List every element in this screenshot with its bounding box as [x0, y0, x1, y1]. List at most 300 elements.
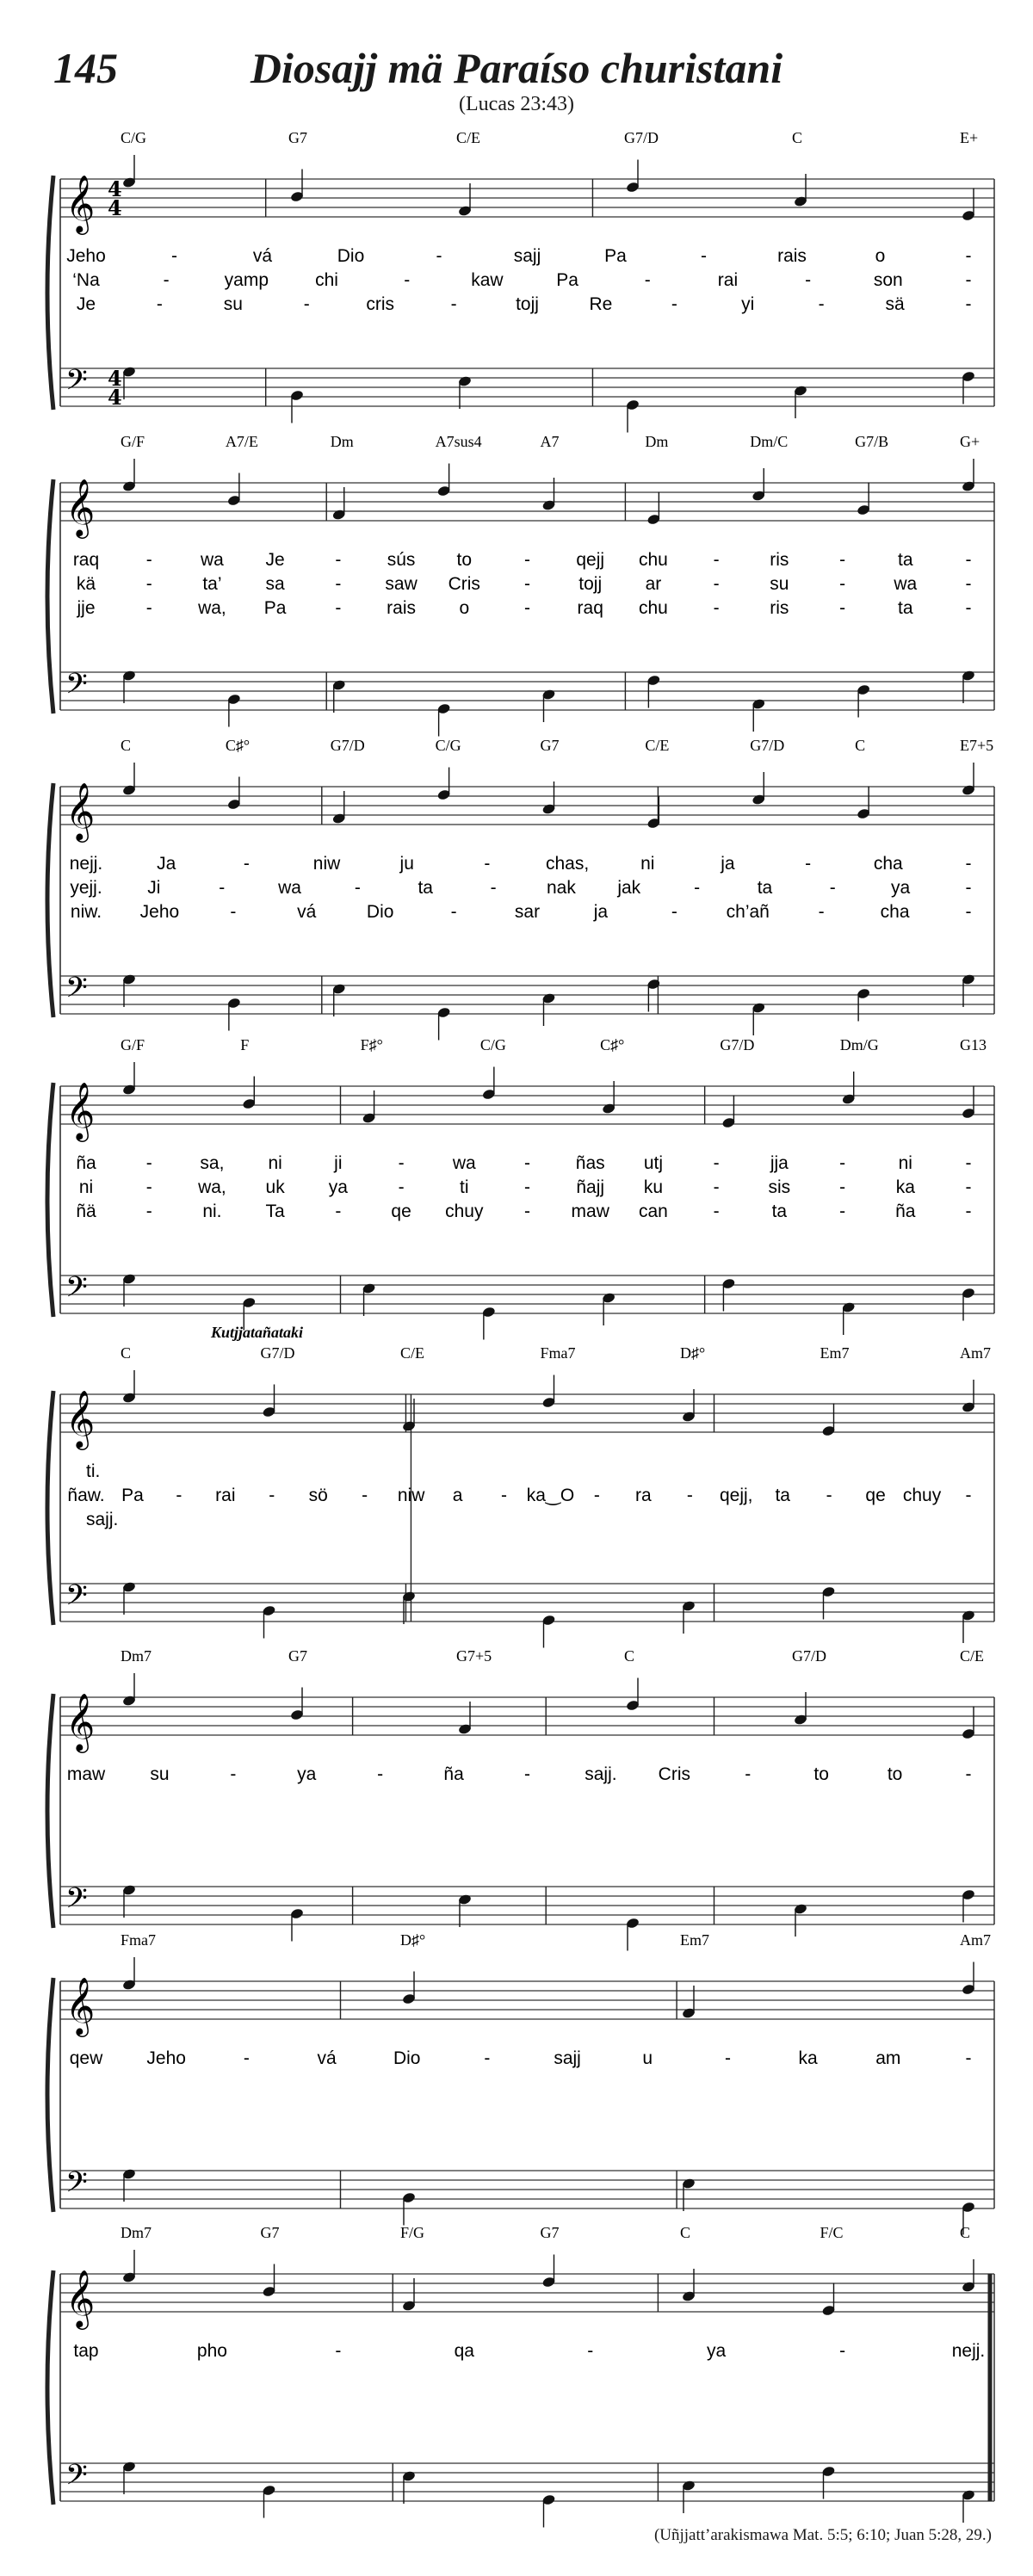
lyric-hyphen: - — [839, 2341, 846, 2361]
lyric-hyphen: - — [484, 854, 491, 874]
lyric-hyphen: - — [501, 1486, 508, 1505]
chord-symbol: C♯° — [225, 737, 251, 754]
lyric-syllable: wa — [200, 550, 224, 570]
lyric-syllable: maw — [571, 1202, 609, 1221]
treble-clef-icon: 𝄞 — [65, 781, 96, 840]
chord-symbol: D♯° — [400, 1931, 426, 1949]
lyric-syllable: niw. — [70, 902, 102, 922]
chord-symbol: C — [960, 2224, 971, 2241]
lyric-hyphen: - — [145, 1177, 152, 1197]
lyric-hyphen: - — [839, 598, 846, 618]
lyric-syllable: su — [770, 574, 789, 594]
lyric-syllable: Pa — [263, 598, 287, 618]
lyric-syllable: sús — [387, 550, 416, 570]
lyric-syllable: qe — [391, 1202, 411, 1221]
lyric-syllable: chu — [638, 598, 668, 618]
lyric-syllable: ya — [297, 1764, 317, 1784]
lyric-syllable: saw — [385, 574, 418, 594]
chord-symbol: C — [121, 737, 132, 754]
chord-symbol: D♯° — [680, 1344, 706, 1362]
chord-symbol: Dm/G — [839, 1036, 879, 1053]
lyric-syllable: to — [887, 1764, 903, 1784]
lyric-syllable: kä — [76, 574, 96, 594]
chord-symbol: G7/B — [855, 433, 889, 450]
lyric-syllable: chuy — [445, 1202, 484, 1221]
lyric-syllable: sajj — [554, 2048, 581, 2068]
chord-symbol: A7 — [540, 433, 560, 450]
lyric-syllable: ni — [268, 1153, 282, 1173]
lyric-syllable: su — [223, 294, 243, 314]
lyric-syllable: sajj. — [585, 1764, 617, 1784]
lyric-hyphen: - — [839, 574, 846, 594]
chord-symbol: G7/D — [792, 1647, 826, 1665]
lyric-hyphen: - — [713, 550, 720, 570]
lyric-hyphen: - — [713, 574, 720, 594]
lyric-syllable: ta — [771, 1202, 788, 1221]
lyric-hyphen: - — [965, 574, 972, 594]
lyric-hyphen: - — [826, 1486, 832, 1505]
lyric-syllable: ya — [328, 1177, 348, 1197]
lyric-syllable: cha — [873, 854, 903, 874]
lyric-hyphen: - — [171, 246, 177, 266]
lyric-hyphen: - — [671, 902, 677, 922]
lyric-hyphen: - — [450, 902, 457, 922]
lyric-syllable: sajj. — [86, 1510, 119, 1529]
lyric-syllable: uk — [265, 1177, 285, 1197]
lyric-hyphen: - — [965, 1202, 972, 1221]
lyric-hyphen: - — [839, 550, 846, 570]
chord-symbol: G7/D — [624, 129, 659, 146]
chord-symbol: G7 — [288, 1647, 307, 1665]
lyric-hyphen: - — [839, 1177, 846, 1197]
lyric-syllable: Pa — [604, 246, 627, 266]
lyric-hyphen: - — [524, 574, 530, 594]
chord-symbol: Dm — [645, 433, 669, 450]
lyric-syllable: qejj, — [719, 1486, 753, 1505]
lyric-syllable: ñaw. — [67, 1486, 105, 1505]
bass-clef-icon: 𝄢 — [65, 1579, 88, 1619]
lyric-syllable: o — [875, 246, 886, 266]
hymn-number: 145 — [53, 44, 118, 92]
lyric-hyphen: - — [713, 1153, 720, 1173]
treble-clef-icon: 𝄞 — [65, 1692, 96, 1751]
time-signature: 4 — [108, 176, 122, 201]
lyric-syllable: chuy — [902, 1486, 942, 1505]
chord-symbol: G7 — [288, 129, 307, 146]
lyric-hyphen: - — [965, 1153, 972, 1173]
time-signature: 4 — [108, 195, 122, 220]
lyric-hyphen: - — [230, 1764, 237, 1784]
chord-symbol: C/G — [435, 737, 461, 754]
lyric-hyphen: - — [335, 1202, 342, 1221]
lyric-syllable: ya — [891, 878, 911, 898]
lyric-hyphen: - — [145, 1202, 152, 1221]
lyric-hyphen: - — [671, 294, 677, 314]
music-system — [47, 1324, 994, 1648]
chord-symbol: Am7 — [960, 1931, 991, 1949]
lyric-syllable: raq — [72, 550, 100, 570]
chord-symbol: G7 — [260, 2224, 280, 2241]
system-brace — [47, 1083, 53, 1317]
lyric-hyphen: - — [965, 1177, 972, 1197]
chord-symbol: G7+5 — [456, 1647, 492, 1665]
treble-clef-icon: 𝄞 — [65, 478, 96, 536]
lyric-syllable: yejj. — [70, 878, 102, 898]
lyric-syllable: pho — [196, 2341, 227, 2361]
lyric-hyphen: - — [829, 878, 836, 898]
lyric-syllable: Dio — [366, 902, 394, 922]
chord-symbol: G7/D — [750, 737, 785, 754]
lyric-hyphen: - — [398, 1153, 405, 1173]
music-system — [47, 129, 994, 433]
lyric-hyphen: - — [805, 854, 812, 874]
lyric-hyphen: - — [593, 1486, 600, 1505]
bass-clef-icon: 𝄢 — [65, 1882, 88, 1922]
chord-symbol: C/G — [479, 1036, 506, 1053]
lyric-syllable: ta’ — [202, 574, 222, 594]
lyric-syllable: niw — [397, 1486, 425, 1505]
lyric-syllable: ña — [443, 1764, 464, 1784]
lyric-hyphen: - — [145, 1153, 152, 1173]
lyric-hyphen: - — [644, 270, 651, 290]
lyric-syllable: Cris — [658, 1764, 690, 1784]
lyric-hyphen: - — [965, 2048, 972, 2068]
lyric-syllable: a — [452, 1486, 463, 1505]
lyric-syllable: cha — [880, 902, 910, 922]
lyric-hyphen: - — [219, 878, 226, 898]
bass-clef-icon: 𝄢 — [65, 2166, 88, 2206]
lyric-syllable: Jeho — [66, 246, 106, 266]
chord-symbol: G7 — [540, 2224, 560, 2241]
bass-clef-icon: 𝄢 — [65, 668, 88, 707]
lyric-syllable: nak — [546, 878, 576, 898]
lyric-hyphen: - — [243, 2048, 250, 2068]
lyric-syllable: sar — [514, 902, 541, 922]
treble-clef-icon: 𝄞 — [65, 174, 96, 232]
lyric-syllable: vá — [297, 902, 317, 922]
lyric-syllable: sä — [885, 294, 905, 314]
lyric-syllable: Pa — [121, 1486, 144, 1505]
lyric-hyphen: - — [965, 1764, 972, 1784]
lyric-hyphen: - — [436, 246, 442, 266]
lyric-syllable: Ta — [265, 1202, 285, 1221]
chord-symbol: F♯° — [360, 1036, 383, 1053]
lyric-hyphen: - — [484, 2048, 491, 2068]
chord-symbol: G+ — [960, 433, 980, 450]
lyric-hyphen: - — [965, 550, 972, 570]
lyric-syllable: Cris — [448, 574, 480, 594]
chord-symbol: C/E — [960, 1647, 985, 1665]
lyric-hyphen: - — [818, 902, 825, 922]
lyric-hyphen: - — [404, 270, 411, 290]
lyric-syllable: tojj — [578, 574, 603, 594]
system-brace — [47, 1978, 53, 2212]
chord-symbol: C♯° — [600, 1036, 625, 1053]
lyric-syllable: Jeho — [146, 2048, 186, 2068]
lyric-syllable: rais — [777, 246, 807, 266]
lyric-hyphen: - — [965, 598, 972, 618]
lyric-hyphen: - — [450, 294, 457, 314]
lyric-syllable: ku — [643, 1177, 664, 1197]
chord-symbol: Fma7 — [121, 1931, 157, 1949]
lyric-syllable: Je — [265, 550, 285, 570]
lyric-syllable: rais — [387, 598, 416, 618]
lyric-hyphen: - — [713, 598, 720, 618]
lyric-syllable: am — [875, 2048, 901, 2068]
lyric-syllable: ju — [399, 854, 414, 874]
system-brace — [47, 479, 53, 713]
lyric-syllable: qe — [865, 1486, 886, 1505]
lyric-syllable: Je — [76, 294, 96, 314]
bass-clef-icon: 𝄢 — [65, 2459, 88, 2499]
lyric-syllable: ña — [895, 1202, 916, 1221]
chord-symbol: Fma7 — [540, 1344, 576, 1362]
lyric-syllable: Jeho — [139, 902, 180, 922]
lyric-syllable: ar — [645, 574, 662, 594]
lyric-syllable: ta — [418, 878, 433, 898]
direction-text: Kutjjatañataki — [211, 1324, 304, 1341]
lyric-syllable: qejj — [576, 550, 605, 570]
lyric-syllable: jja — [770, 1153, 789, 1173]
chord-symbol: F — [240, 1036, 250, 1053]
lyric-hyphen: - — [156, 294, 163, 314]
lyric-syllable: ra — [635, 1486, 652, 1505]
lyric-syllable: jje — [77, 598, 96, 618]
lyric-syllable: can — [638, 1202, 668, 1221]
lyric-hyphen: - — [965, 1486, 972, 1505]
lyric-syllable: ja — [721, 854, 735, 874]
lyric-hyphen: - — [269, 1486, 275, 1505]
chord-symbol: G/F — [121, 433, 145, 450]
chord-symbol: C/E — [400, 1344, 425, 1362]
lyric-syllable: wa — [894, 574, 918, 594]
lyric-hyphen: - — [335, 550, 342, 570]
chord-symbol: G7/D — [330, 737, 365, 754]
lyric-syllable: qa — [454, 2341, 474, 2361]
lyric-syllable: ka — [895, 1177, 915, 1197]
lyric-hyphen: - — [965, 270, 972, 290]
system-brace — [47, 2270, 53, 2505]
lyric-syllable: ñä — [76, 1202, 96, 1221]
lyric-syllable: sis — [768, 1177, 791, 1197]
music-system — [47, 2224, 994, 2528]
chord-symbol: Em7 — [680, 1931, 709, 1949]
chord-symbol: Dm7 — [121, 1647, 152, 1665]
chord-symbol: Dm/C — [750, 433, 789, 450]
chord-symbol: G/F — [121, 1036, 145, 1053]
lyric-hyphen: - — [818, 294, 825, 314]
lyric-hyphen: - — [145, 550, 152, 570]
lyric-syllable: ya — [707, 2341, 727, 2361]
lyric-hyphen: - — [839, 1202, 846, 1221]
lyric-hyphen: - — [362, 1486, 368, 1505]
system-brace — [47, 783, 53, 1017]
music-system — [47, 1647, 994, 1951]
lyric-syllable: cris — [366, 294, 395, 314]
scripture-reference: (Lucas 23:43) — [459, 93, 574, 115]
system-brace — [47, 176, 53, 410]
lyric-hyphen: - — [686, 1486, 693, 1505]
lyric-syllable: ni — [640, 854, 655, 874]
lyric-syllable: chu — [638, 550, 668, 570]
lyric-hyphen: - — [524, 1764, 530, 1784]
lyric-syllable: ta — [757, 878, 773, 898]
lyric-syllable: chas, — [545, 854, 590, 874]
lyric-hyphen: - — [965, 246, 972, 266]
chord-symbol: G7 — [540, 737, 560, 754]
time-signature: 4 — [108, 366, 122, 391]
lyric-hyphen: - — [377, 1764, 384, 1784]
lyric-syllable: tap — [73, 2341, 99, 2361]
lyric-syllable: ti. — [86, 1461, 101, 1481]
treble-clef-icon: 𝄞 — [65, 2269, 96, 2327]
lyric-syllable: su — [150, 1764, 170, 1784]
chord-symbol: E7+5 — [960, 737, 994, 754]
lyric-hyphen: - — [176, 1486, 182, 1505]
lyric-hyphen: - — [335, 598, 342, 618]
chord-symbol: F/C — [820, 2224, 844, 2241]
lyric-hyphen: - — [335, 574, 342, 594]
hymn-title: Diosajj mä Paraíso churistani — [250, 44, 783, 92]
lyric-syllable: sajj — [513, 246, 541, 266]
chord-symbol: G7/D — [260, 1344, 295, 1362]
bass-clef-icon: 𝄢 — [65, 364, 88, 404]
lyric-syllable: sa — [265, 574, 285, 594]
lyric-syllable: ja — [593, 902, 609, 922]
lyric-syllable: kaw — [471, 270, 504, 290]
chord-symbol: G13 — [960, 1036, 987, 1053]
chord-symbol: C/E — [456, 129, 481, 146]
lyric-syllable: tojj — [516, 294, 539, 314]
lyric-syllable: ta — [898, 550, 913, 570]
treble-clef-icon: 𝄞 — [65, 1389, 96, 1448]
lyric-hyphen: - — [587, 2341, 594, 2361]
lyric-hyphen: - — [965, 854, 972, 874]
time-signature: 4 — [108, 385, 122, 410]
lyric-syllable: ta — [775, 1486, 790, 1505]
lyric-hyphen: - — [490, 878, 497, 898]
lyric-syllable: to — [813, 1764, 829, 1784]
lyric-hyphen: - — [694, 878, 701, 898]
music-system — [47, 433, 994, 737]
lyric-syllable: qew — [69, 2048, 103, 2068]
lyric-syllable: son — [873, 270, 903, 290]
lyric-syllable: Ja — [157, 854, 176, 874]
lyric-syllable: rai — [717, 270, 739, 290]
lyric-syllable: ka — [798, 2048, 818, 2068]
chord-symbol: A7sus4 — [435, 433, 482, 450]
lyric-hyphen: - — [965, 902, 972, 922]
chord-symbol: G7/D — [720, 1036, 755, 1053]
lyric-syllable: nejj. — [69, 854, 103, 874]
lyric-syllable: ñajj — [576, 1177, 605, 1197]
lyric-hyphen: - — [524, 550, 530, 570]
lyric-syllable: wa, — [198, 598, 226, 618]
lyric-hyphen: - — [713, 1202, 720, 1221]
treble-clef-icon: 𝄞 — [65, 1976, 96, 2035]
chord-symbol: Dm7 — [121, 2224, 152, 2241]
chord-symbol: F/G — [400, 2224, 425, 2241]
chord-symbol: Em7 — [820, 1344, 850, 1362]
chord-symbol: C — [792, 129, 803, 146]
lyric-syllable: utj — [643, 1153, 664, 1173]
lyric-hyphen: - — [303, 294, 310, 314]
chord-symbol: C/E — [645, 737, 670, 754]
lyric-hyphen: - — [145, 574, 152, 594]
lyric-syllable: Dio — [337, 246, 365, 266]
lyric-hyphen: - — [724, 2048, 731, 2068]
lyric-hyphen: - — [524, 1153, 530, 1173]
chord-symbol: C — [855, 737, 866, 754]
chord-symbol: A7/E — [225, 433, 258, 450]
lyric-hyphen: - — [230, 902, 237, 922]
lyric-syllable: ti — [460, 1177, 469, 1197]
lyric-syllable: ni — [898, 1153, 912, 1173]
lyric-syllable: yamp — [224, 270, 269, 290]
lyric-syllable: ‘Na — [72, 270, 100, 290]
lyric-syllable: wa — [278, 878, 301, 898]
lyric-hyphen: - — [805, 270, 812, 290]
lyric-syllable: Ji — [147, 878, 161, 898]
lyric-syllable: ña — [76, 1153, 96, 1173]
lyric-hyphen: - — [398, 1177, 405, 1197]
chord-symbol: E+ — [960, 129, 979, 146]
chord-symbol: Dm — [330, 433, 354, 450]
lyric-syllable: vá — [252, 246, 273, 266]
lyric-hyphen: - — [524, 1202, 530, 1221]
lyric-hyphen: - — [354, 878, 361, 898]
lyric-syllable: chi — [315, 270, 338, 290]
lyric-hyphen: - — [163, 270, 170, 290]
lyric-syllable: sö — [308, 1486, 328, 1505]
music-system — [47, 1036, 994, 1340]
chord-symbol: C/G — [121, 129, 147, 146]
system-brace — [47, 1391, 53, 1625]
lyric-hyphen: - — [243, 854, 250, 874]
lyric-syllable: sa, — [200, 1153, 225, 1173]
lyric-syllable: Pa — [556, 270, 578, 290]
lyric-syllable: o — [459, 598, 470, 618]
lyric-syllable: wa — [452, 1153, 476, 1173]
lyric-hyphen: - — [965, 878, 972, 898]
lyric-syllable: to — [456, 550, 473, 570]
lyric-hyphen: - — [839, 1153, 846, 1173]
lyric-syllable: ji — [334, 1153, 343, 1173]
lyric-syllable: ch’añ — [726, 902, 770, 922]
lyric-hyphen: - — [335, 2341, 342, 2361]
lyric-syllable: ta — [898, 598, 913, 618]
lyric-syllable: nejj. — [951, 2341, 986, 2361]
lyric-syllable: maw — [66, 1764, 106, 1784]
lyric-hyphen: - — [701, 246, 707, 266]
lyric-hyphen: - — [524, 598, 530, 618]
chord-symbol: Am7 — [960, 1344, 991, 1362]
chord-symbol: C — [121, 1344, 132, 1362]
lyric-hyphen: - — [713, 1177, 720, 1197]
treble-clef-icon: 𝄞 — [65, 1081, 96, 1140]
footnote-references: (Uñjjatt’arakismawa Mat. 5:5; 6:10; Juan 5:28, 29.) — [653, 2526, 992, 2544]
lyric-syllable: u — [642, 2048, 653, 2068]
lyric-syllable: niw — [312, 854, 341, 874]
lyric-hyphen: - — [145, 598, 152, 618]
chord-symbol: C — [624, 1647, 635, 1665]
bass-clef-icon: 𝄢 — [65, 972, 88, 1011]
lyric-syllable: ris — [770, 550, 789, 570]
lyric-syllable: Dio — [393, 2048, 421, 2068]
lyric-syllable: wa, — [198, 1177, 226, 1197]
chord-symbol: C — [680, 2224, 691, 2241]
lyric-syllable: jak — [617, 878, 641, 898]
